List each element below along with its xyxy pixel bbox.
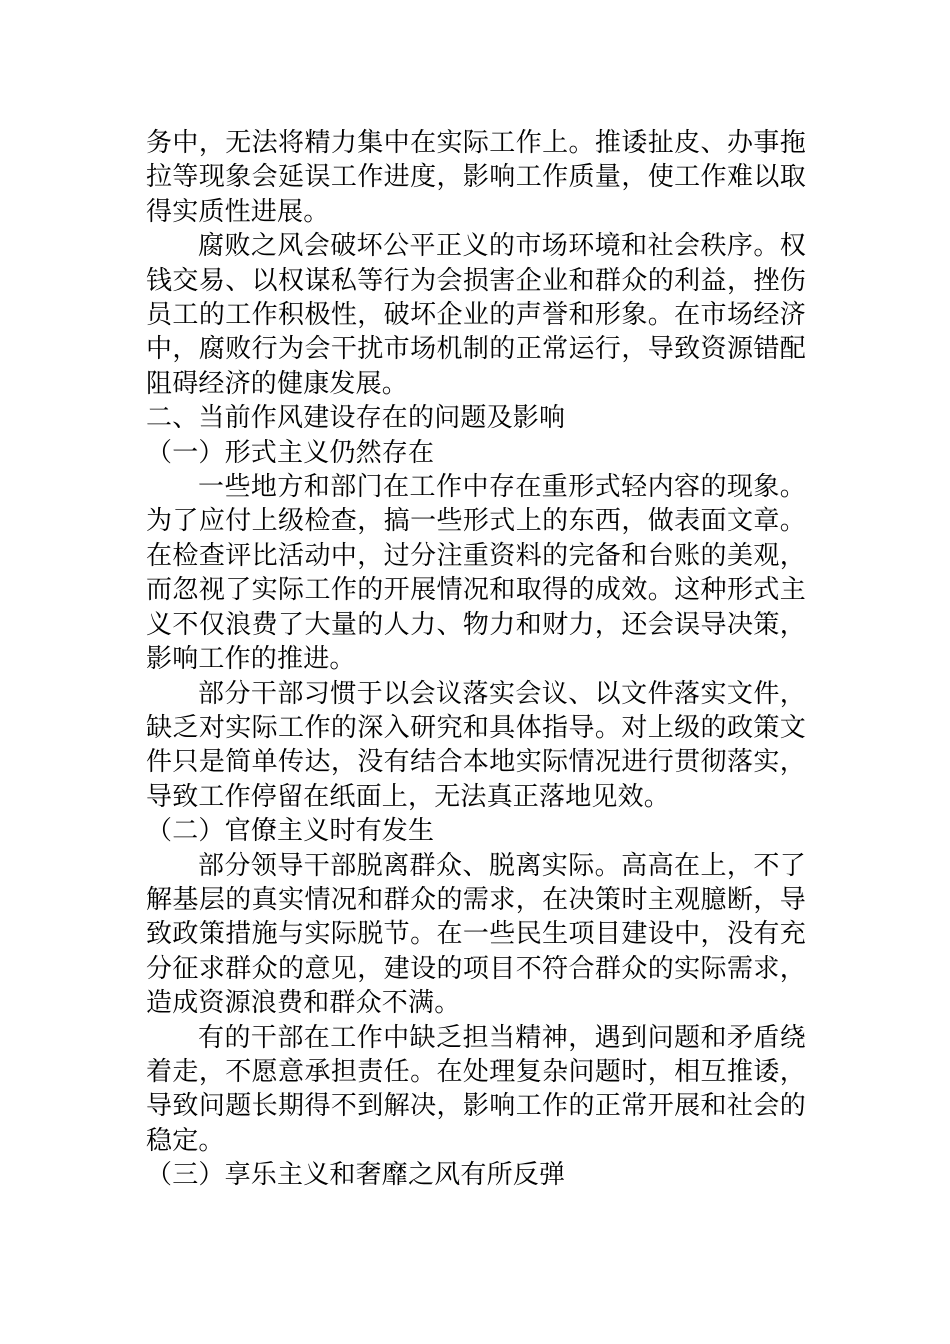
paragraph-formalism-2: 部分干部习惯于以会议落实会议、以文件落实文件，缺乏对实际工作的深入研究和具体指导。对上级的政策文件只是简单传达，没有结合本地实际情况进行贯彻落实，导致工作停留在纸面上，无法真正落地见效。 (146, 678, 806, 812)
paragraph-formalism-1: 一些地方和部门在工作中存在重形式轻内容的现象。为了应付上级检查，搞一些形式上的东西，做表面文章。在检查评比活动中，过分注重资料的完备和台账的美观，而忽视了实际工作的开展情况和取得的成效。这种形式主义不仅浪费了大量的人力、物力和财力，还会误导决策，影响工作的推进。 (146, 472, 806, 675)
paragraph-bureaucratism-2: 有的干部在工作中缺乏担当精神，遇到问题和矛盾绕着走，不愿意承担责任。在处理复杂问题时，相互推诿，导致问题长期得不到解决，影响工作的正常开展和社会的稳定。 (146, 1022, 806, 1156)
subsection-heading-formalism: （一）形式主义仍然存在 (146, 437, 435, 468)
section-heading-2: 二、当前作风建设存在的问题及影响 (146, 403, 566, 434)
paragraph-bureaucratism-1: 部分领导干部脱离群众、脱离实际。高高在上，不了解基层的真实情况和群众的需求，在决策时主观臆断，导致政策措施与实际脱节。在一些民生项目建设中，没有充分征求群众的意见，建设的项目不符合群众的实际需求，造成资源浪费和群众不满。 (146, 850, 806, 1019)
document-page (146, 126, 806, 1193)
paragraph-corruption-impact: 腐败之风会破坏公平正义的市场环境和社会秩序。权钱交易、以权谋私等行为会损害企业和群众的利益，挫伤员工的工作积极性，破坏企业的声誉和形象。在市场经济中，腐败行为会干扰市场机制的正常运行，导致资源错配阻碍经济的健康发展。 (146, 231, 806, 399)
subsection-heading-bureaucratism: （二）官僚主义时有发生 (146, 816, 435, 847)
paragraph-continuation: 务中，无法将精力集中在实际工作上。推诿扯皮、办事拖拉等现象会延误工作进度，影响工作质量，使工作难以取得实质性进展。 (146, 128, 806, 227)
subsection-heading-hedonism: （三）享乐主义和奢靡之风有所反弹 (146, 1160, 566, 1191)
